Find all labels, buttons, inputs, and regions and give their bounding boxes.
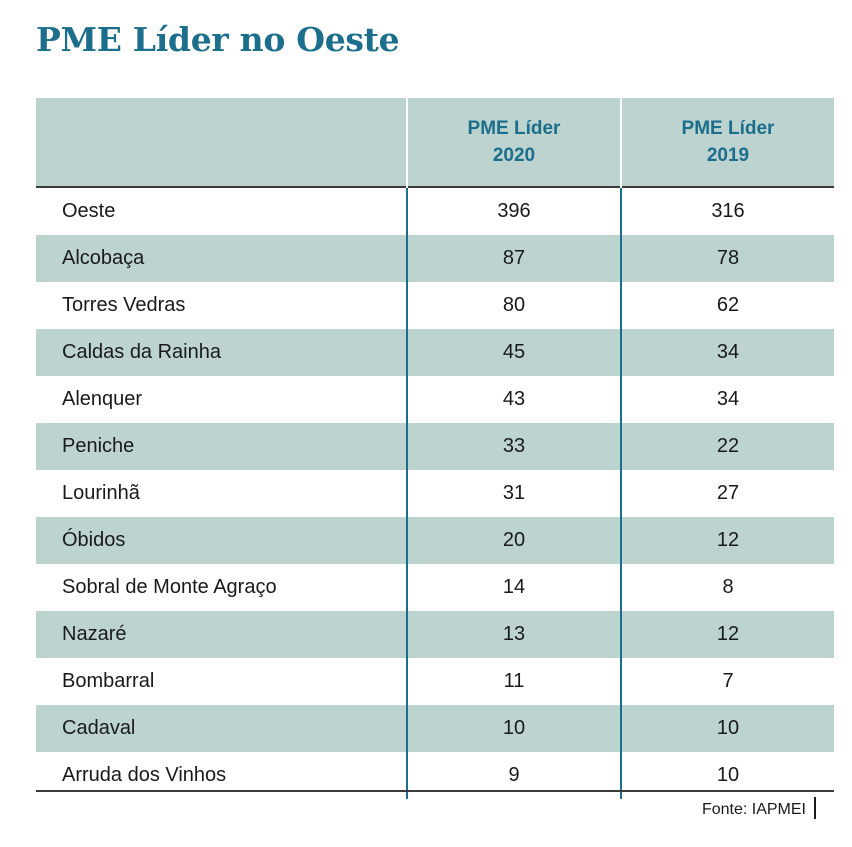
row-label: Alenquer [36,376,407,423]
table-container [36,98,834,799]
row-label: Lourinhã [36,470,407,517]
row-label: Peniche [36,423,407,470]
row-value-2020: 9 [407,752,621,799]
row-value-2019: 62 [621,282,834,329]
table-row [36,611,834,658]
source-tick-mark [814,797,816,819]
row-value-2019: 34 [621,376,834,423]
table-row [36,564,834,611]
table-row [36,423,834,470]
row-value-2020: 10 [407,705,621,752]
column-header-2020 [407,98,621,187]
pme-lider-table [36,98,834,799]
row-value-2019: 78 [621,235,834,282]
row-label: Alcobaça [36,235,407,282]
row-value-2019: 12 [621,517,834,564]
row-value-2019: 34 [621,329,834,376]
header-row [36,98,834,187]
row-value-2019: 10 [621,705,834,752]
row-label: Caldas da Rainha [36,329,407,376]
table-row [36,470,834,517]
row-value-2020: 45 [407,329,621,376]
row-value-2019: 12 [621,611,834,658]
table-row [36,187,834,235]
row-value-2020: 43 [407,376,621,423]
row-value-2019: 7 [621,658,834,705]
page-title: PME Líder no Oeste [36,20,400,59]
row-value-2020: 20 [407,517,621,564]
row-label: Bombarral [36,658,407,705]
row-label: Cadaval [36,705,407,752]
row-value-2020: 14 [407,564,621,611]
row-value-2020: 396 [407,187,621,235]
row-value-2019: 8 [621,564,834,611]
row-value-2020: 87 [407,235,621,282]
row-value-2019: 22 [621,423,834,470]
table-body [36,187,834,799]
table-row [36,705,834,752]
table-row [36,329,834,376]
row-label: Arruda dos Vinhos [36,752,407,799]
column-header-2019-line1: PME Líder [681,118,775,139]
column-header-2019 [621,98,834,187]
row-value-2019: 316 [621,187,834,235]
row-value-2020: 80 [407,282,621,329]
row-value-2019: 27 [621,470,834,517]
column-header-2020-line1: PME Líder [467,118,561,139]
row-label: Sobral de Monte Agraço [36,564,407,611]
row-value-2020: 11 [407,658,621,705]
row-value-2020: 31 [407,470,621,517]
row-label: Torres Vedras [36,282,407,329]
source-note [702,797,816,819]
bottom-divider [36,790,834,792]
row-value-2019: 10 [621,752,834,799]
column-header-municipality [36,98,407,187]
row-label: Oeste [36,187,407,235]
table-row [36,376,834,423]
column-header-2020-line2: 2020 [492,145,536,166]
table-row [36,282,834,329]
table-row [36,658,834,705]
table-header [36,98,834,187]
row-label: Óbidos [36,517,407,564]
table-row [36,517,834,564]
row-label: Nazaré [36,611,407,658]
source-note-text: Fonte: IAPMEI [701,801,806,818]
column-header-2019-line2: 2019 [706,145,750,166]
table-row [36,235,834,282]
row-value-2020: 13 [407,611,621,658]
row-value-2020: 33 [407,423,621,470]
